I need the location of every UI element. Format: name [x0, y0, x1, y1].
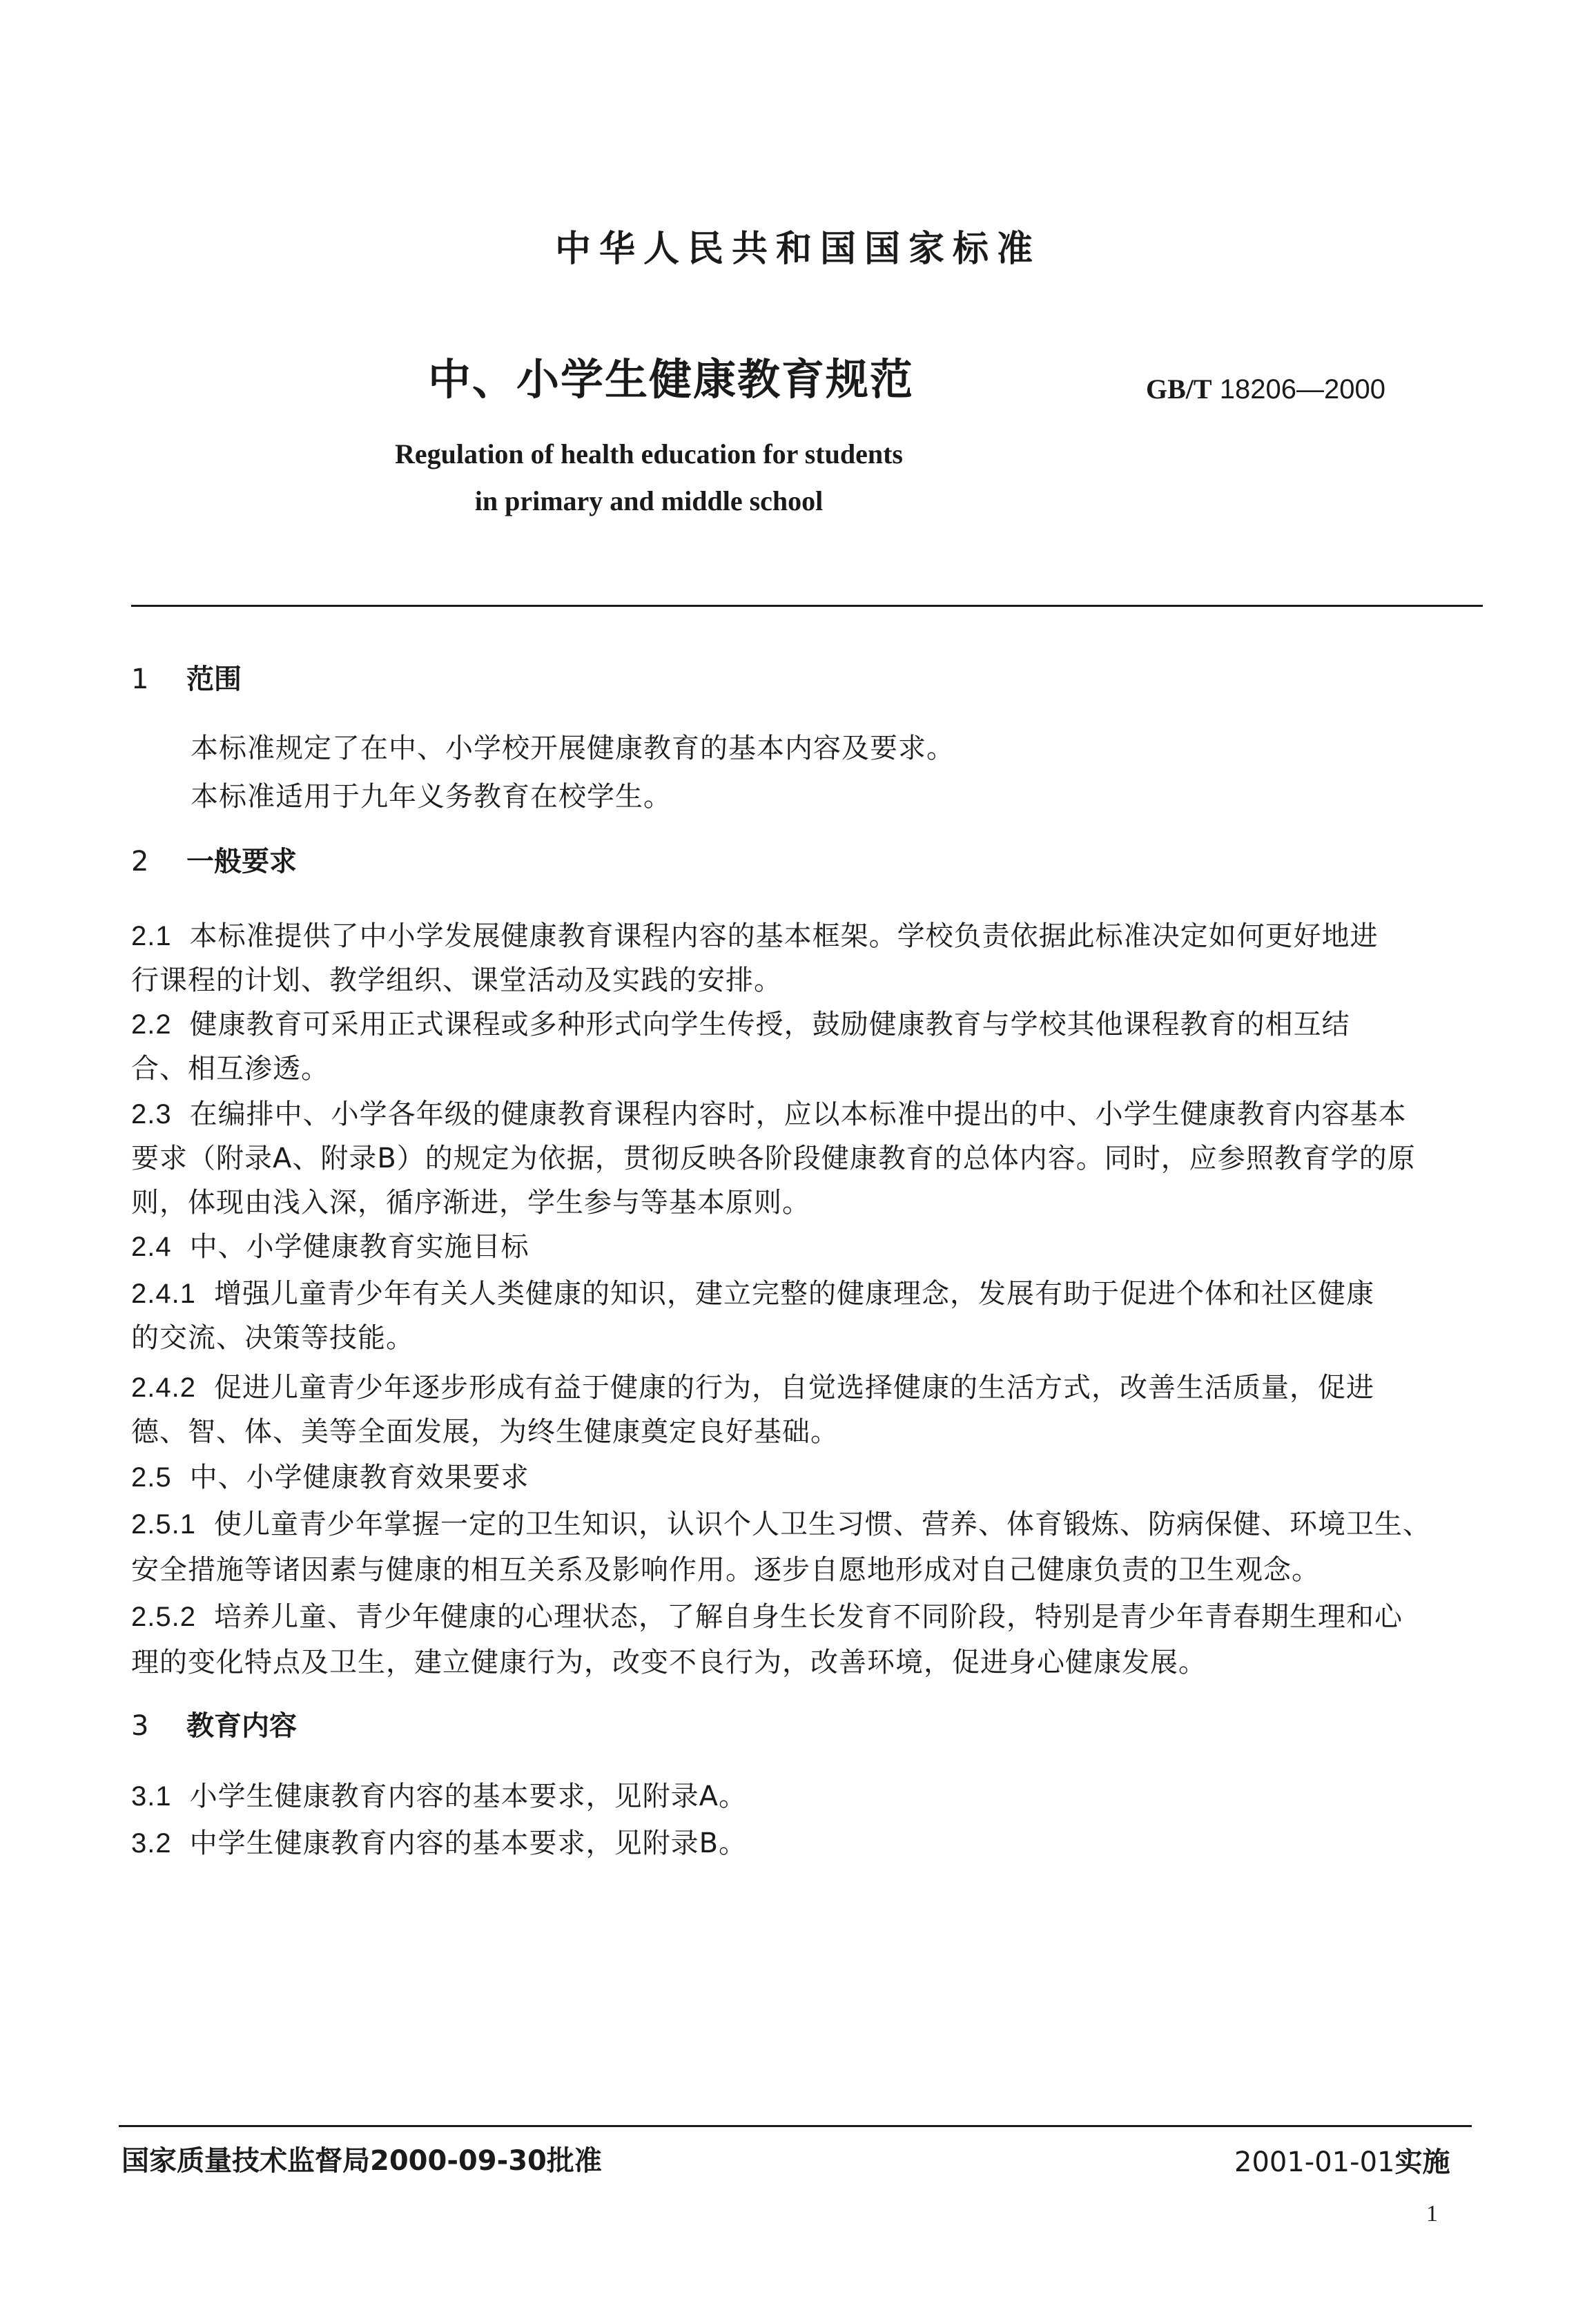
clause-text: 增强儿童青少年有关人类健康的知识，建立完整的健康理念，发展有助于促进个体和社区健康	[213, 1278, 1374, 1310]
paragraph: 本标准规定了在中、小学校开展健康教育的基本内容及要求。	[191, 733, 955, 764]
paragraph: 本标准适用于九年义务教育在校学生。	[191, 781, 672, 813]
section-title: 教育内容	[186, 1710, 297, 1742]
clause-text: 本标准提供了中小学发展健康教育课程内容的基本框架。学校负责依据此标准决定如何更好地进	[189, 920, 1379, 952]
clause-text: 在编排中、小学各年级的健康教育课程内容时，应以本标准中提出的中、小学生健康教育内容基本	[189, 1098, 1407, 1130]
clause-text: 使儿童青少年掌握一定的卫生知识，认识个人卫生习惯、营养、体育锻炼、防病保健、环境卫生、	[213, 1509, 1431, 1540]
effective-line	[1234, 2140, 1450, 2180]
section-2-heading	[131, 840, 297, 879]
document-title: 中、小学生健康教育规范	[428, 354, 915, 405]
clause-number: 2.5	[131, 1462, 172, 1493]
clause-3-2	[131, 1821, 747, 1861]
clause-text: 促进儿童青少年逐步形成有益于健康的行为，自觉选择健康的生活方式，改善生活质量，促进	[213, 1372, 1374, 1404]
clause-number: 3.1	[131, 1781, 172, 1812]
clause-text: 中、小学健康教育实施目标	[189, 1231, 529, 1263]
clause-3-1	[131, 1774, 747, 1814]
clause-number: 2.4.2	[131, 1373, 196, 1403]
clause-text: 中、小学健康教育效果要求	[189, 1462, 529, 1493]
footer-divider	[119, 2125, 1472, 2127]
clause-2-2	[131, 1002, 1350, 1042]
clause-2-5-1	[131, 1502, 1431, 1542]
section-title: 一般要求	[186, 846, 297, 877]
national-standard-title: 中华人民共和国国家标准	[554, 229, 1041, 270]
approval-line: 国家质量技术监督局2000-09-30批准	[121, 2145, 602, 2177]
clause-continuation: 合、相互渗透。	[131, 1053, 329, 1085]
clause-2-3	[131, 1092, 1407, 1132]
clause-number: 2.4	[131, 1232, 172, 1262]
clause-number: 2.5.1	[131, 1509, 196, 1540]
clause-continuation: 行课程的计划、教学组织、课堂活动及实践的安排。	[131, 964, 782, 996]
clause-number: 2.3	[131, 1099, 172, 1129]
english-title-line-1: Regulation of health education for students	[395, 438, 903, 469]
clause-number: 2.1	[131, 921, 172, 951]
section-number: 3	[131, 1710, 149, 1742]
section-1-heading	[131, 657, 242, 697]
clause-continuation: 安全措施等诸因素与健康的相互关系及影响作用。逐步自愿地形成对自己健康负责的卫生观念。	[131, 1554, 1320, 1586]
clause-continuation: 德、智、体、美等全面发展，为终生健康奠定良好基础。	[131, 1416, 839, 1448]
standard-code: 18206—2000	[1219, 374, 1385, 405]
clause-number: 2.2	[131, 1009, 172, 1040]
section-number: 1	[131, 663, 149, 695]
clause-number: 3.2	[131, 1828, 172, 1859]
clause-continuation: 则，体现由浅入深，循序渐进，学生参与等基本原则。	[131, 1187, 810, 1219]
header-divider	[131, 605, 1483, 607]
clause-number: 2.4.1	[131, 1279, 196, 1309]
clause-2-5-2	[131, 1595, 1403, 1634]
clause-2-4	[131, 1225, 529, 1264]
english-title-line-2: in primary and middle school	[474, 485, 824, 516]
section-number: 2	[131, 846, 149, 877]
effective-date: 2001-01-01	[1234, 2146, 1395, 2178]
clause-continuation: 要求（附录A、附录B）的规定为依据，贯彻反映各阶段健康教育的总体内容。同时，应参照教育学的原	[131, 1143, 1416, 1174]
clause-text: 中学生健康教育内容的基本要求，见附录B。	[189, 1827, 748, 1859]
clause-text: 健康教育可采用正式课程或多种形式向学生传授，鼓励健康教育与学校其他课程教育的相互结	[189, 1009, 1350, 1040]
section-3-heading	[131, 1704, 297, 1743]
standard-prefix: GB/T	[1146, 374, 1212, 405]
clause-2-4-1	[131, 1272, 1374, 1311]
page-number: 1	[1426, 2201, 1438, 2227]
clause-2-5	[131, 1455, 529, 1495]
clause-continuation: 理的变化特点及卫生，建立健康行为，改变不良行为，改善环境，促进身心健康发展。	[131, 1647, 1207, 1678]
clause-text: 小学生健康教育内容的基本要求，见附录A。	[189, 1781, 747, 1812]
effective-word: 实施	[1394, 2146, 1450, 2178]
section-title: 范围	[186, 663, 242, 695]
standard-number	[1146, 373, 1385, 405]
clause-2-1	[131, 914, 1379, 953]
clause-number: 2.5.2	[131, 1602, 196, 1632]
clause-2-4-2	[131, 1366, 1374, 1405]
clause-continuation: 的交流、决策等技能。	[131, 1322, 414, 1354]
clause-text: 培养儿童、青少年健康的心理状态，了解自身生长发育不同阶段，特别是青少年青春期生理和心	[213, 1601, 1403, 1633]
